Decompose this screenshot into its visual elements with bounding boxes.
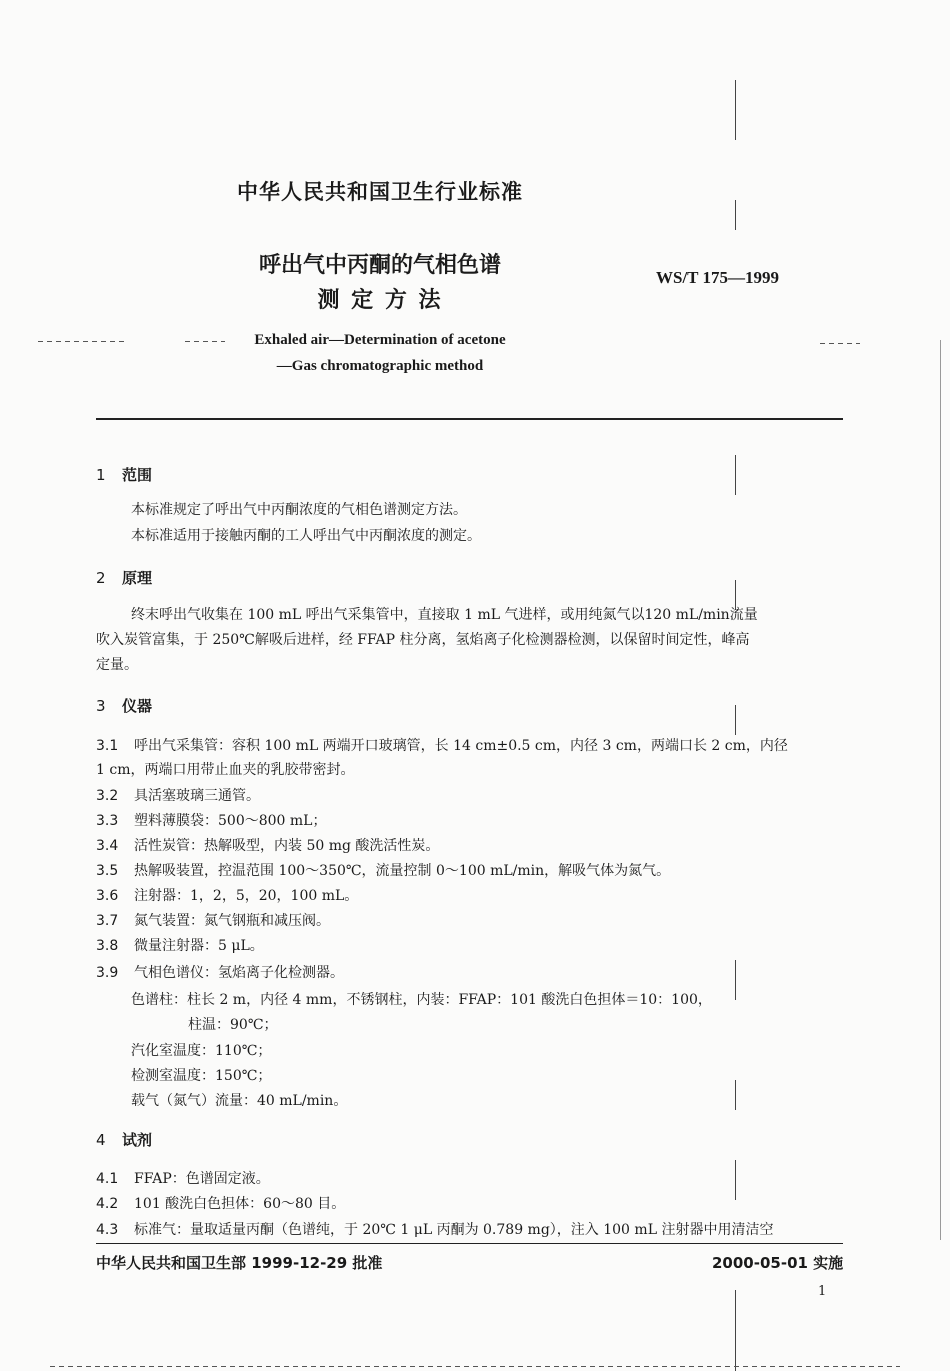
document-title-line1: 呼出气中丙酮的气相色谱 [258,253,501,278]
scan-line [735,80,736,140]
header-rule [96,418,843,420]
scan-dash [820,343,860,344]
scan-dash [50,1366,900,1367]
section-heading: 1 范围 [96,466,153,484]
list-item: 3.1 呼出气采集管：容积 100 mL 两端开口玻璃管，长 14 cm±0.5 cm，内径 3 cm，两端口长 2 cm，内径 [96,738,788,754]
list-item: 3.7 氮气装置：氮气钢瓶和减压阀。 [96,913,330,929]
gc-vaporizer-temperature: 汽化室温度：110℃； [131,1043,272,1059]
page-number: 1 [818,1284,827,1299]
list-item: 3.4 活性炭管：热解吸型，内装 50 mg 酸洗活性炭。 [96,838,440,854]
scan-line [735,705,736,735]
list-item: 4.3 标准气：量取适量丙酮（色谱纯，于 20℃ 1 μL 丙酮为 0.789 mg），注入 100 mL 注射器中用清洁空 [96,1222,774,1238]
paragraph: 本标准适用于接触丙酮的工人呼出气中丙酮浓度的测定。 [131,528,481,544]
list-item-continuation: 1 cm，两端口用带止血夹的乳胶带密封。 [96,762,355,778]
paragraph-line: 定量。 [96,657,138,673]
list-item: 3.2 具活塞玻璃三通管。 [96,788,260,804]
scan-line [735,1290,736,1371]
gc-detector-temperature: 检测室温度：150℃； [131,1068,272,1084]
list-item: 3.9 气相色谱仪：氢焰离子化检测器。 [96,965,344,981]
document-title-line2: 测 定 方 法 [317,288,443,313]
gc-column-spec: 色谱柱：柱长 2 m，内径 4 mm，不锈钢柱，内装：FFAP：101 酸洗白色担体＝10：100， [131,992,712,1008]
english-title-line2: —Gas chromatographic method [276,358,484,374]
scan-line [735,960,736,1000]
scan-line [735,455,736,495]
section-heading: 3 仪器 [96,697,153,715]
gc-column-temperature: 柱温：90℃； [188,1017,278,1033]
section-heading: 2 原理 [96,569,153,587]
paragraph-line: 终末呼出气收集在 100 mL 呼出气采集管中，直接取 1 mL 气进样，或用纯氮气以120 mL/min流量 [131,607,758,623]
list-item: 3.6 注射器：1，2，5，20，100 mL。 [96,888,359,904]
english-title-line1: Exhaled air—Determination of acetone [254,332,506,348]
scan-line [735,1080,736,1110]
section-heading: 4 试剂 [96,1131,153,1149]
list-item: 4.2 101 酸洗白色担体：60～80 目。 [96,1196,346,1212]
paragraph-line: 吹入炭管富集，于 250℃解吸后进样，经 FFAP 柱分离，氢焰离子化检测器检测，以保留时间定性，峰高 [96,632,750,648]
paragraph: 本标准规定了呼出气中丙酮浓度的气相色谱测定方法。 [131,502,467,518]
gc-carrier-gas-flow: 载气（氮气）流量：40 mL/min。 [131,1093,348,1109]
standard-type: 中华人民共和国卫生行业标准 [237,180,523,204]
standard-code: WS/T 175—1999 [656,268,779,287]
footer-rule [96,1243,843,1244]
scan-line [735,1160,736,1200]
list-item: 3.3 塑料薄膜袋：500～800 mL； [96,813,327,829]
effective-date: 2000-05-01 实施 [712,1254,844,1272]
list-item: 3.5 热解吸装置，控温范围 100～350℃，流量控制 0～100 mL/min，解吸气体为氮气。 [96,863,671,879]
approval-statement: 中华人民共和国卫生部 1999-12-29 批准 [96,1254,383,1272]
list-item: 4.1 FFAP：色谱固定液。 [96,1171,270,1187]
list-item: 3.8 微量注射器：5 μL。 [96,938,264,954]
scan-line [940,340,941,1240]
